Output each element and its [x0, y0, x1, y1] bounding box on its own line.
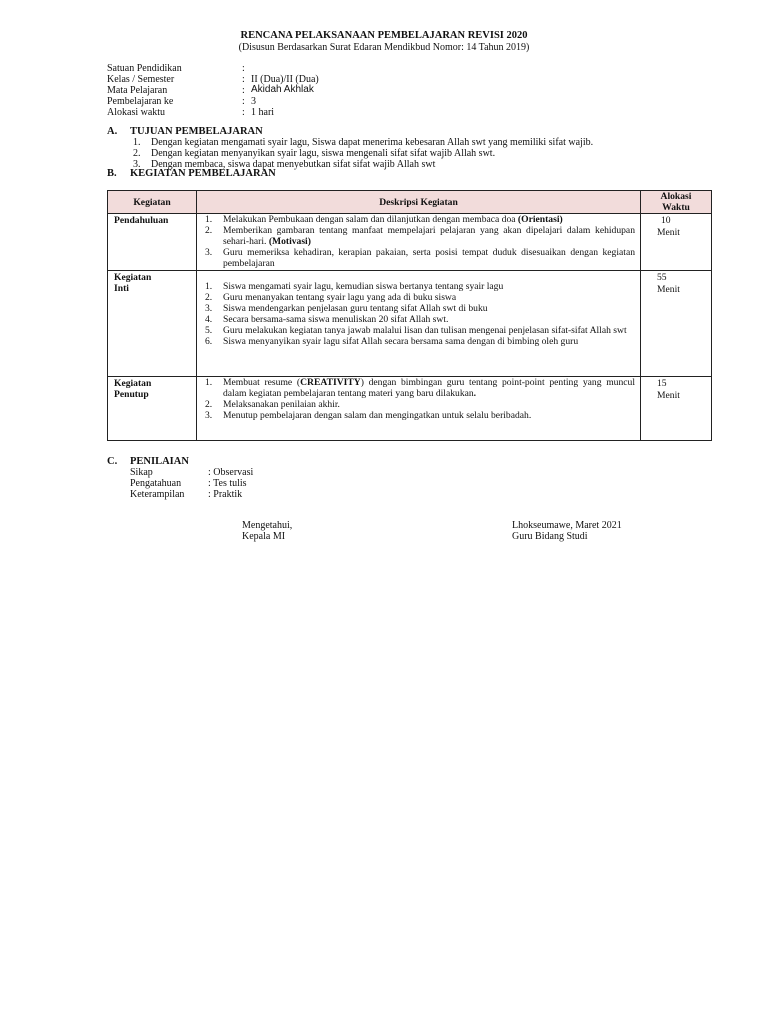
list-item: 2. Melaksanakan penilaian akhir.: [205, 399, 340, 410]
assessment-label: Pengatahuan: [130, 478, 182, 489]
objective-item: Dengan kegiatan mengamati syair lagu, Siswa dapat menerima kebesaran Allah swt yang memiliki sifat wajib.: [151, 137, 594, 148]
step-list: [197, 281, 640, 347]
time-cell: [641, 214, 712, 271]
phase-label: Penutup: [114, 389, 149, 400]
phase-label: Kegiatan: [114, 378, 152, 389]
time-unit: Menit: [657, 284, 680, 295]
description-cell: [197, 377, 641, 441]
description-cell: [197, 214, 641, 271]
document-subtitle: (Disusun Berdasarkan Surat Edaran Mendikbud Nomor: 14 Tahun 2019): [238, 42, 530, 53]
section-a-letter: A.: [107, 126, 118, 137]
identity-separator: :: [242, 63, 245, 74]
list-item: 3. Menutup pembelajaran dengan salam dan mengingatkan untuk selalu beribadah.: [205, 410, 532, 421]
header-alokasi-line2: Waktu: [662, 202, 690, 213]
time-unit: Menit: [657, 227, 680, 238]
step-list: [197, 214, 640, 269]
phase-label: Pendahuluan: [114, 215, 169, 226]
phase-cell: [108, 214, 197, 271]
assessment-label: Keterampilan: [130, 489, 185, 500]
assessment-value: : Tes tulis: [208, 478, 247, 489]
identity-separator: :: [242, 85, 245, 96]
activity-table: [107, 190, 712, 441]
identity-value: Akidah Akhlak: [251, 84, 314, 95]
assessment-value: : Observasi: [208, 467, 254, 478]
step-list: [197, 377, 640, 421]
list-item: 1. Siswa mengamati syair lagu, kemudian siswa bertanya tentang syair lagu: [205, 281, 504, 292]
list-item: 2. Memberikan gambaran tentang manfaat mempelajari pelajaran yang akan dipelajari dalam kehidupan sehari-hari. (Motivasi): [205, 225, 635, 247]
document-title: RENCANA PELAKSANAAN PEMBELAJARAN REVISI 2020: [240, 30, 528, 41]
list-item: 1. Melakukan Pembukaan dengan salam dan dilanjutkan dengan membaca doa (Orientasi): [205, 214, 563, 225]
list-item: 5. Guru melakukan kegiatan tanya jawab malalui lisan dan tulisan mengenai penjelasan sifat-sifat Allah swt: [205, 325, 627, 336]
header-alokasi: [641, 191, 712, 214]
table-row: [108, 214, 712, 271]
table-row: [108, 271, 712, 377]
header-kegiatan: Kegiatan: [108, 191, 197, 214]
identity-label: Kelas / Semester: [107, 74, 175, 85]
assessment-label: Sikap: [130, 467, 153, 478]
identity-value: 1 hari: [251, 107, 275, 118]
identity-label: Satuan Pendidikan: [107, 63, 182, 74]
section-b-letter: B.: [107, 168, 117, 179]
header-alokasi-line1: Alokasi: [660, 191, 692, 202]
section-b-title: KEGIATAN PEMBELAJARAN: [130, 168, 276, 179]
objective-number: 2.: [133, 148, 141, 159]
time-cell: [641, 271, 712, 377]
section-c-letter: C.: [107, 456, 118, 467]
time-value: 15: [657, 378, 667, 389]
phase-cell: [108, 377, 197, 441]
time-value: 55: [657, 272, 667, 283]
signature-right-line2: Guru Bidang Studi: [512, 531, 588, 542]
objective-number: 3.: [133, 159, 141, 170]
assessment-value: : Praktik: [208, 489, 243, 500]
time-value: 10: [661, 215, 671, 226]
identity-label: Alokasi waktu: [107, 107, 166, 118]
identity-separator: :: [242, 74, 245, 85]
objective-item: Dengan kegiatan menyanyikan syair lagu, siswa mengenali sifat sifat wajib Allah swt.: [151, 148, 496, 159]
time-cell: [641, 377, 712, 441]
identity-label: Mata Pelajaran: [107, 85, 168, 96]
header-deskripsi: Deskripsi Kegiatan: [197, 191, 641, 214]
identity-separator: :: [242, 107, 245, 118]
list-item: 3. Guru memeriksa kehadiran, kerapian pakaian, serta posisi tempat duduk disesuaikan dengan kegiatan pembelajaran: [205, 247, 635, 269]
list-item: 1. Membuat resume (CREATIVITY) dengan bimbingan guru tentang point-point penting yang muncul dalam kegiatan pembelajaran tentang materi yang baru dilakukan.: [205, 377, 635, 399]
objective-number: 1.: [133, 137, 141, 148]
description-cell: [197, 271, 641, 377]
section-a-title: TUJUAN PEMBELAJARAN: [130, 126, 263, 137]
table-row: [108, 377, 712, 441]
list-item: 4. Secara bersama-sama siswa menuliskan 20 sifat Allah swt.: [205, 314, 449, 325]
phase-label: Kegiatan: [114, 272, 152, 283]
identity-value: II (Dua)/II (Dua): [251, 74, 319, 85]
phase-label: Inti: [114, 283, 129, 294]
identity-label: Pembelajaran ke: [107, 96, 174, 107]
identity-separator: :: [242, 96, 245, 107]
list-item: 3. Siswa mendengarkan penjelasan guru tentang sifat Allah swt di buku: [205, 303, 488, 314]
signature-left-line2: Kepala MI: [242, 531, 286, 542]
signature-right-line1: Lhokseumawe, Maret 2021: [512, 520, 622, 531]
objective-item: Dengan membaca, siswa dapat menyebutkan sifat sifat wajib Allah swt: [151, 159, 436, 170]
identity-value: 3: [251, 96, 256, 107]
list-item: 6. Siswa menyanyikan syair lagu sifat Allah secara bersama sama dengan di bimbing oleh guru: [205, 336, 579, 347]
table-header-row: [108, 191, 712, 214]
time-unit: Menit: [657, 390, 680, 401]
signature-left-line1: Mengetahui,: [242, 520, 293, 531]
list-item: 2. Guru menanyakan tentang syair lagu yang ada di buku siswa: [205, 292, 457, 303]
phase-cell: [108, 271, 197, 377]
section-c-title: PENILAIAN: [130, 456, 189, 467]
